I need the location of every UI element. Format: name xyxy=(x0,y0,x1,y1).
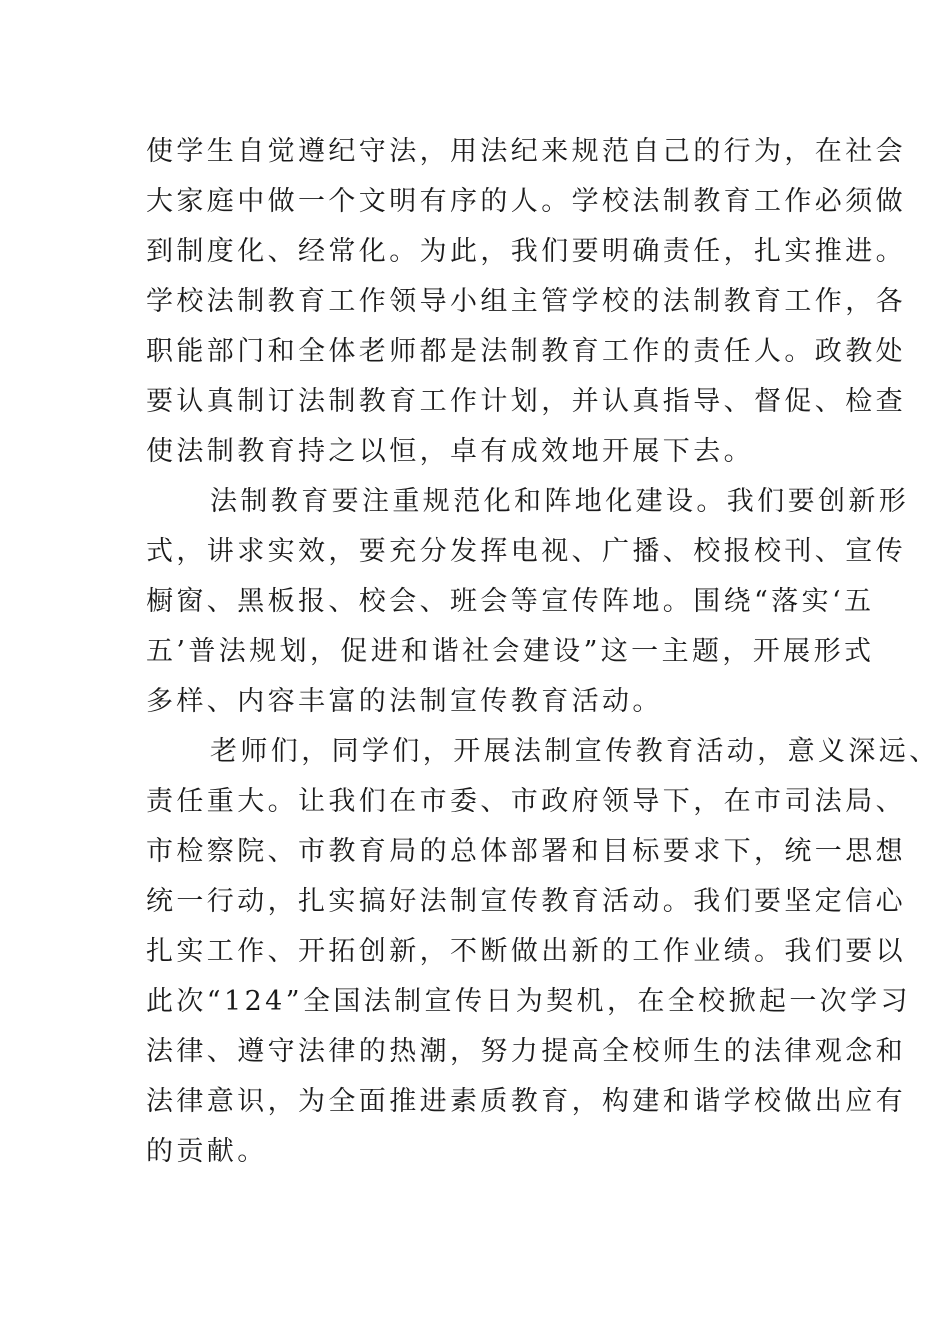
text-line: 式，讲求实效，要充分发挥电视、广播、校报校刊、宣传 xyxy=(146,536,906,567)
text-line: 职能部门和全体老师都是法制教育工作的责任人。政教处 xyxy=(146,336,906,367)
text-line: 此次“124”全国法制宣传日为契机，在全校掀起一次学习 xyxy=(146,986,911,1017)
text-line: 法律、遵守法律的热潮，努力提高全校师生的法律观念和 xyxy=(146,1036,906,1067)
text-line: 大家庭中做一个文明有序的人。学校法制教育工作必须做 xyxy=(146,186,906,217)
text-line: 多样、内容丰富的法制宣传教育活动。 xyxy=(146,686,663,717)
paragraph-start-line: 法制教育要注重规范化和阵地化建设。我们要创新形 xyxy=(210,486,910,517)
text-line: 市检察院、市教育局的总体部署和目标要求下，统一思想 xyxy=(146,836,906,867)
text-line: 法律意识，为全面推进素质教育，构建和谐学校做出应有 xyxy=(146,1086,906,1117)
text-line: 统一行动，扎实搞好法制宣传教育活动。我们要坚定信心 xyxy=(146,886,906,917)
text-line: 的贡献。 xyxy=(146,1136,268,1167)
text-line: 五’普法规划，促进和谐社会建设”这一主题，开展形式 xyxy=(146,636,875,667)
text-line: 扎实工作、开拓创新，不断做出新的工作业绩。我们要以 xyxy=(146,936,906,967)
text-line: 要认真制订法制教育工作计划，并认真指导、督促、检查 xyxy=(146,386,906,417)
text-line: 到制度化、经常化。为此，我们要明确责任，扎实推进。 xyxy=(146,236,906,267)
text-line: 责任重大。让我们在市委、市政府领导下，在市司法局、 xyxy=(146,786,906,817)
text-line: 学校法制教育工作领导小组主管学校的法制教育工作，各 xyxy=(146,286,906,317)
text-line: 使学生自觉遵纪守法，用法纪来规范自己的行为，在社会 xyxy=(146,136,906,167)
text-line: 使法制教育持之以恒，卓有成效地开展下去。 xyxy=(146,436,754,467)
text-line: 橱窗、黑板报、校会、班会等宣传阵地。围绕“落实‘五 xyxy=(146,586,875,617)
paragraph-start-line: 老师们，同学们，开展法制宣传教育活动，意义深远、 xyxy=(210,736,940,767)
